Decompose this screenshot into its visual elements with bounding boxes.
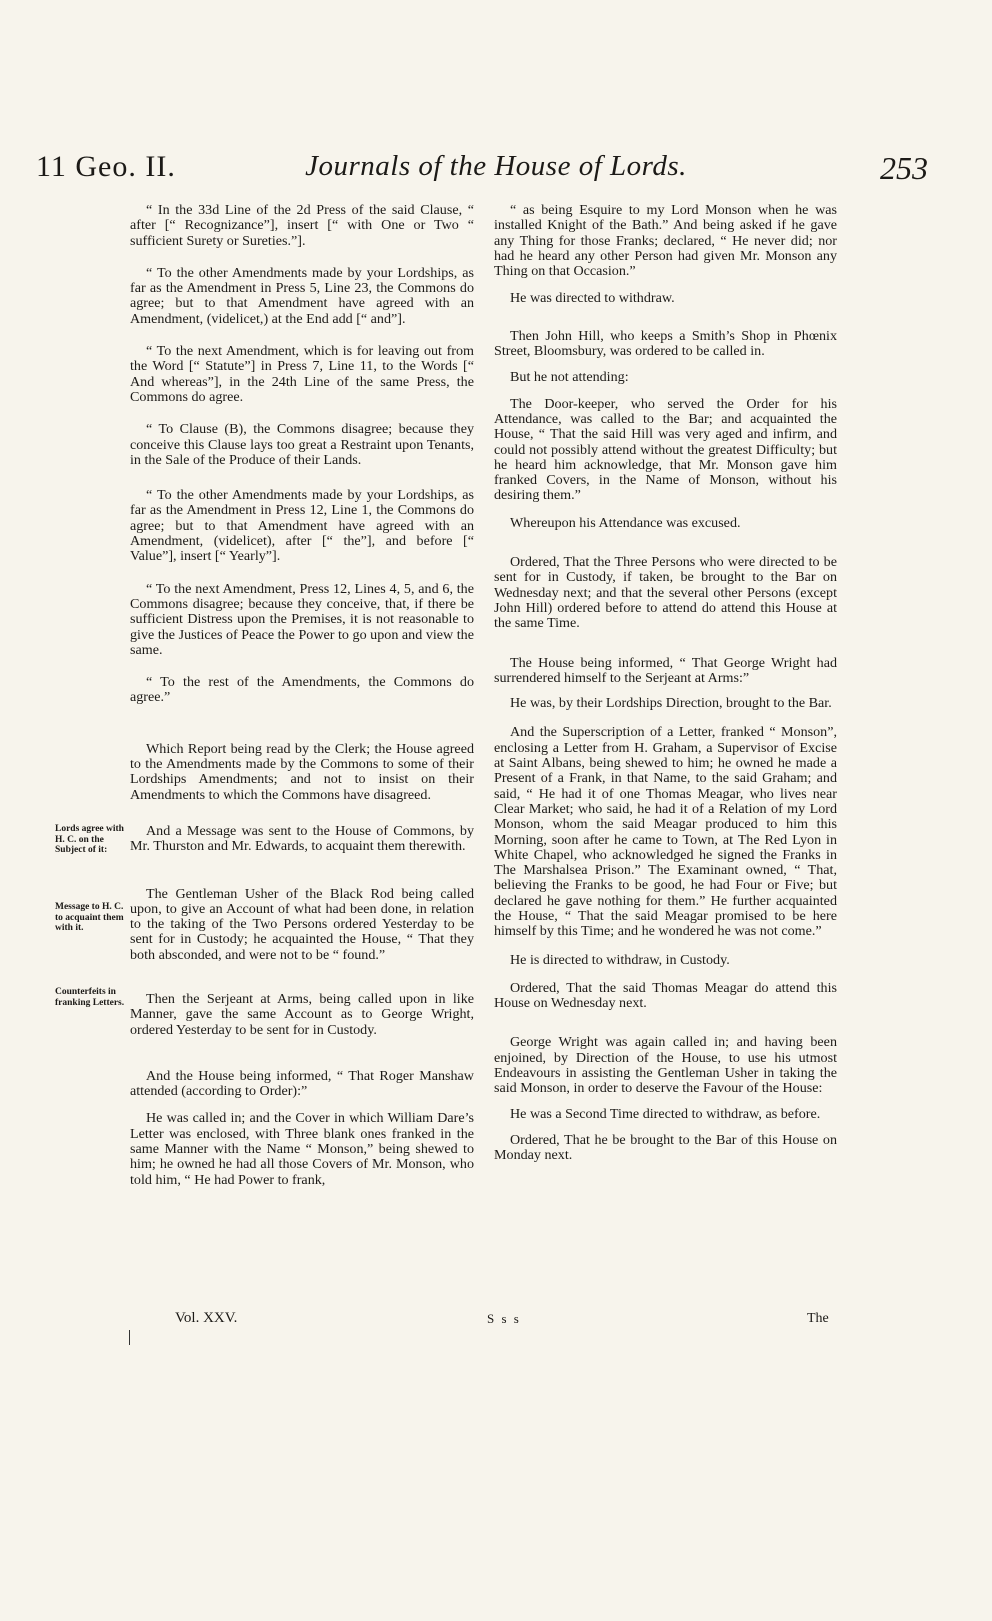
printer-signature: S s s <box>487 1311 521 1326</box>
paragraph: And the Superscription of a Letter, franked “ Monson”, enclosing a Letter from H. Graham, a Supervisor of Excise at Saint Albans, being shewed to him; he owned he made a Present of a Frank, in that Name, to the said Graham; and said, “ He had it of one Thomas Meagar, who lives near Clear Market; who said, he had it of a Relation of my Lord Monson, whom the said Meagar produced to him this Morning, soon after he came to Town, at The Red Lyon in White Chapel, who acknowledged he signed the Franks in The Marshalsea Prison.” The Examinant owned, “ That, believing the Franks to be good, he had Four or Five; but declared he gave nothing for them.” He further acquainted the House, “ That the said Meagar promised to be here himself by this Time; and he wondered he was not come.” <box>494 724 837 940</box>
paragraph: “ In the 33d Line of the 2d Press of the said Clause, “ after [“ Recognizance”], insert [“ with One or Two “ sufficient Surety or Sureties.”]. <box>130 202 474 249</box>
volume-number: Vol. XXV. <box>175 1310 238 1326</box>
catchword: The <box>807 1311 829 1326</box>
left-column <box>130 203 474 1188</box>
paragraph: But he not attending: <box>510 369 629 386</box>
paragraph: He is directed to withdraw, in Custody. <box>510 951 730 968</box>
regnal-year: 11 Geo. II. <box>36 150 176 183</box>
paragraph: The Door-keeper, who served the Order for his Attendance, was called to the Bar; and acquainted the House, “ That the said Hill was very aged and infirm, and could not possibly attend without the greatest Difficulty; but he heard him acknowledge, that Mr. Monson gave him franked Covers, in the Name of Monson, without his desiring them.” <box>494 395 837 504</box>
paragraph: And the House being informed, “ That Roger Manshaw attended (according to Order):” <box>130 1067 474 1100</box>
paragraph: Ordered, That the said Thomas Meagar do attend this House on Wednesday next. <box>494 979 837 1012</box>
paragraph: “ To the next Amendment, Press 12, Lines 4, 5, and 6, the Commons disagree; because they conceive, that, if there be sufficient Distress upon the Premises, it is not reasonable to give the Justices of Peace the Power to go upon and view the same. <box>130 580 474 658</box>
marginal-note: Lords agree with H. C. on the Subject of it: <box>55 824 124 855</box>
paragraph: “ To the other Amendments made by your Lordships, as far as the Amendment in Press 12, Line 1, the Commons do agree; but to that Amendment have agreed with an Amendment, (videlicet), after [“ the”], and before [“ Value”], insert [“ Yearly”]. <box>130 487 474 565</box>
paragraph: Ordered, That the Three Persons who were directed to be sent for in Custody, if taken, be brought to the Bar on Wednesday next; and that the several other Persons (except John Hill) ordered before to attend do attend this House at the same Time. <box>494 554 837 632</box>
paragraph: Whereupon his Attendance was excused. <box>510 514 741 531</box>
paragraph: “ as being Esquire to my Lord Monson when he was installed Knight of the Bath.” And being asked if he gave any Thing for those Franks; declared, “ He never did; nor had he heard any other Person had given Mr. Monson any Thing on that Occasion.” <box>494 202 837 280</box>
page-header <box>0 150 992 190</box>
paragraph: George Wright was again called in; and having been enjoined, by Direction of the House, to use his utmost Endeavours in assisting the Gentleman Usher in taking the said Monson, in order to deserve the Favour of the House: <box>494 1034 837 1097</box>
paragraph: And a Message was sent to the House of Commons, by Mr. Thurston and Mr. Edwards, to acquaint them therewith. <box>130 822 474 855</box>
paragraph: “ To Clause (B), the Commons disagree; because they conceive this Clause lays too great a Restraint upon Tenants, in the Sale of the Produce of their Lands. <box>130 421 474 468</box>
margin-mark <box>129 1330 130 1345</box>
paragraph: The House being informed, “ That George Wright had surrendered himself to the Serjeant at Arms:” <box>494 654 837 686</box>
paragraph: The Gentleman Usher of the Black Rod being called upon, to give an Account of what had been done, in relation to the taking of the Two Persons ordered Yesterday to be sent for in Custody; he acquainted the House, “ That they both absconded, and were not to be “ found.” <box>130 885 474 963</box>
paragraph: “ To the rest of the Amendments, the Commons do agree.” <box>130 674 474 706</box>
paragraph: Ordered, That he be brought to the Bar of this House on Monday next. <box>494 1131 837 1164</box>
marginal-note: Message to H. C. to acquaint them with it. <box>55 902 124 933</box>
paragraph: Which Report being read by the Clerk; the House agreed to the Amendments made by the Commons to some of their Lordships Amendments; and not to insist on their Amendments to which the Commons have disagreed. <box>130 740 474 803</box>
paragraph: He was, by their Lordships Direction, brought to the Bar. <box>510 695 832 712</box>
paragraph: “ To the other Amendments made by your Lordships, as far as the Amendment in Press 5, Line 23, the Commons do agree; but to that Amendment have agreed with an Amendment, (videlicet,) at the End add [“ and”]. <box>130 264 474 327</box>
marginal-note: Counterfeits in franking Letters. <box>55 987 125 1008</box>
paragraph: He was directed to withdraw. <box>510 290 675 307</box>
paragraph: Then the Serjeant at Arms, being called upon in like Manner, gave the same Account as to George Wright, ordered Yesterday to be sent for in Custody. <box>130 990 474 1038</box>
paragraph: He was called in; and the Cover in which William Dare’s Letter was enclosed, with Three blank ones franked in the same Manner with the Name “ Monson,” being shewed to him; he owned he had all those Covers of Mr. Monson, who told him, “ He had Power to frank, <box>130 1110 474 1188</box>
running-title: Journals of the House of Lords. <box>305 150 687 182</box>
paragraph: Then John Hill, who keeps a Smith’s Shop in Phœnix Street, Bloomsbury, was ordered to be called in. <box>494 327 837 360</box>
paragraph: “ To the next Amendment, which is for leaving out from the Word [“ Statute”] in Press 7, Line 11, to the Words [“ And whereas”], in the 24th Line of the same Press, the Commons do agree. <box>130 343 474 405</box>
paragraph: He was a Second Time directed to withdraw, as before. <box>510 1105 821 1122</box>
page-number: 253 <box>880 150 928 186</box>
right-column <box>494 203 837 1164</box>
